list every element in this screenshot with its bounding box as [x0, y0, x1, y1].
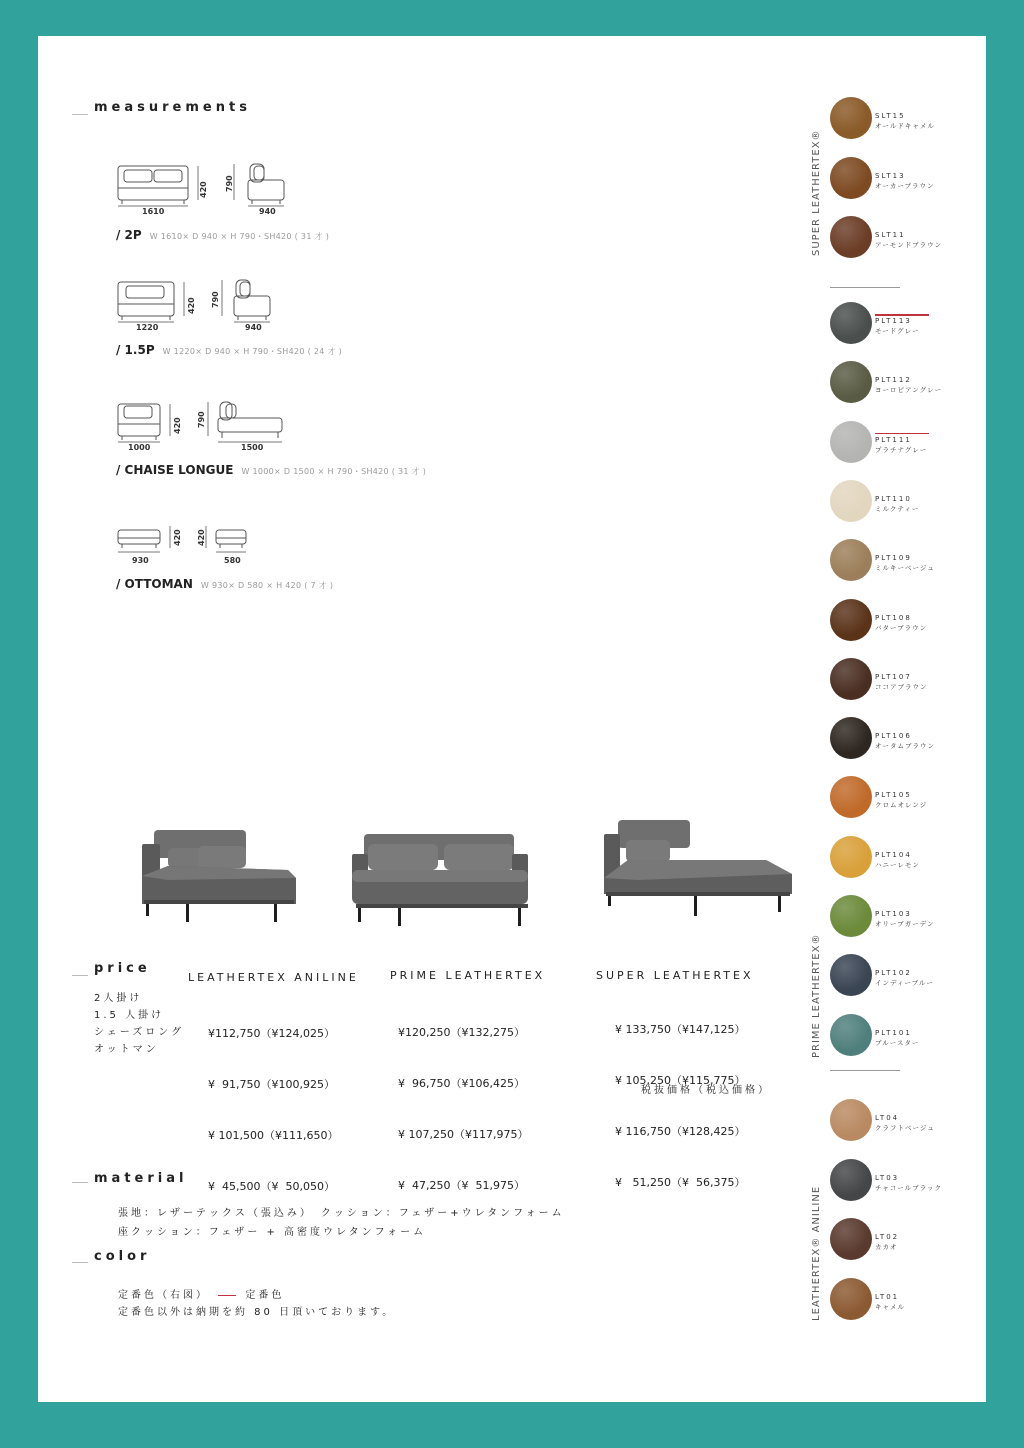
price-value: ¥ 51,250（¥ 56,375）	[615, 1176, 746, 1189]
dim-width: 1000	[128, 443, 151, 452]
section-line	[72, 114, 88, 115]
price-list-aniline	[208, 991, 338, 1229]
swatch-code: PLT113	[875, 317, 912, 325]
price-value: ¥ 45,500（¥ 50,050）	[208, 1180, 335, 1193]
group-label-prime: PRIME LEATHERTEX®	[811, 933, 822, 1058]
model-1-5p: / 1.5P W 1220× D 940 × H 790・SH420 ( 24 才 )	[116, 343, 343, 357]
swatch-color	[830, 216, 872, 258]
section-line	[72, 975, 88, 976]
swatch-name: ココアブラウン	[875, 682, 928, 691]
swatch-name: クロムオレンジ	[875, 801, 928, 810]
dim-seat-height: 420	[173, 529, 182, 546]
swatch-code: SLT11	[875, 231, 906, 239]
group-divider	[830, 1070, 900, 1071]
price-value: ¥ 133,750（¥147,125）	[615, 1023, 746, 1036]
price-note: 税抜価格（税込価格）	[641, 1085, 771, 1096]
swatch-code: PLT108	[875, 613, 912, 622]
price-value: ¥120,250（¥132,275）	[398, 1026, 525, 1039]
swatch-code: PLT104	[875, 850, 912, 859]
dim-seat-height: 420	[187, 297, 196, 314]
swatch-color	[830, 1159, 872, 1201]
price-value: ¥ 96,750（¥106,425）	[398, 1077, 525, 1090]
swatch-color	[830, 1218, 872, 1260]
dim-height: 420	[197, 529, 206, 546]
catalog-sheet	[38, 36, 986, 1402]
swatch-name: モードグレー	[875, 327, 920, 335]
swatch-color	[830, 776, 872, 818]
swatch-color	[830, 1014, 872, 1056]
swatch-plt112	[830, 361, 980, 405]
swatch-code: PLT101	[875, 1028, 912, 1037]
dim-depth: 940	[245, 323, 262, 332]
swatch-slt13	[830, 157, 980, 201]
group-label-aniline: LEATHERTEX® ANILINE	[811, 1185, 822, 1321]
section-line	[72, 1182, 88, 1183]
swatch-plt101	[830, 1014, 980, 1058]
swatch-code: PLT106	[875, 732, 912, 741]
standard-color-mark	[875, 433, 929, 435]
swatch-code: LT02	[875, 1233, 900, 1241]
dim-depth: 580	[224, 556, 241, 565]
swatch-name: カカオ	[875, 1243, 898, 1251]
swatch-plt110	[830, 480, 980, 524]
swatch-color	[830, 302, 872, 344]
swatch-color	[830, 658, 872, 700]
swatch-color	[830, 1278, 872, 1320]
row-label: 2人掛け	[94, 993, 143, 1004]
dim-width: 1610	[142, 207, 165, 216]
swatch-name: プラチナグレー	[875, 445, 928, 454]
standard-color-mark	[875, 314, 929, 316]
diagram-ottoman	[114, 520, 314, 560]
swatch-code: PLT112	[875, 376, 912, 385]
price-value: ¥ 101,500（¥111,650）	[208, 1129, 339, 1142]
swatch-color	[830, 539, 872, 581]
swatch-plt106	[830, 717, 980, 761]
color-legend-label: 定番色	[245, 1290, 285, 1301]
price-header-super: SUPER LEATHERTEX	[596, 969, 754, 982]
swatch-code: LT01	[875, 1292, 900, 1301]
swatch-plt111	[830, 421, 980, 465]
swatch-name: ハニーレモン	[875, 860, 920, 869]
swatch-plt108	[830, 599, 980, 643]
material-line-1: 張地：レザーテックス（張込み） クッション：フェザー+ウレタンフォーム	[118, 1208, 565, 1219]
swatch-code: SLT13	[875, 171, 906, 180]
swatch-slt15	[830, 97, 980, 141]
swatch-code: SLT15	[875, 112, 906, 120]
model-chaise-longue: / CHAISE LONGUE W 1000× D 1500 × H 790・SH420 ( 31 才 )	[116, 463, 427, 477]
row-label: シェーズロング	[94, 1027, 185, 1038]
swatch-code: PLT103	[875, 910, 912, 918]
swatch-name: チャコールブラック	[875, 1183, 943, 1192]
swatch-code: LT04	[875, 1114, 900, 1122]
swatch-plt102	[830, 954, 980, 998]
swatch-plt103	[830, 895, 980, 939]
row-label: 1.5 人掛け	[94, 1010, 165, 1021]
swatch-name: ヨーロピアングレー	[875, 386, 943, 395]
color-note: 定番色以外は納期を約 80 日頂いております。	[118, 1307, 396, 1318]
dim-seat-height: 420	[199, 181, 208, 198]
model-ottoman: / OTTOMAN W 930× D 580 × H 420 ( 7 才 )	[116, 577, 334, 591]
swatch-plt104	[830, 836, 980, 880]
swatch-name: クラフトベージュ	[875, 1124, 935, 1132]
swatch-lt02	[830, 1218, 980, 1262]
dim-width: 930	[132, 556, 149, 565]
dim-seat-height: 420	[173, 417, 182, 434]
swatch-color	[830, 599, 872, 641]
swatch-plt113	[830, 302, 980, 346]
swatch-code: LT03	[875, 1173, 900, 1182]
swatch-name: ブルースター	[875, 1038, 920, 1047]
swatch-lt03	[830, 1159, 980, 1203]
swatch-lt01	[830, 1278, 980, 1322]
dim-height: 790	[225, 175, 234, 192]
color-legend-mark	[218, 1295, 236, 1296]
swatch-name: キャメル	[875, 1302, 905, 1311]
swatch-color	[830, 97, 872, 139]
swatch-name: アーモンドブラウン	[875, 241, 943, 249]
dim-depth: 940	[259, 207, 276, 216]
group-label-super: SUPER LEATHERTEX®	[811, 129, 822, 256]
swatch-code: PLT109	[875, 554, 912, 563]
swatch-name: ミルクティー	[875, 504, 920, 513]
sofa-image-2p	[348, 830, 538, 930]
measurements-heading: measurements	[94, 100, 251, 115]
swatch-color	[830, 157, 872, 199]
swatch-color	[830, 480, 872, 522]
color-legend	[118, 1286, 284, 1301]
sofa-image-1-5p	[138, 826, 304, 931]
swatch-code: PLT102	[875, 969, 912, 978]
swatch-color	[830, 895, 872, 937]
swatch-code: PLT111	[875, 435, 912, 444]
price-list-super	[615, 987, 745, 1225]
dim-height: 790	[211, 291, 220, 308]
swatch-name: オリーブガーデン	[875, 920, 935, 928]
row-label: オットマン	[94, 1044, 159, 1055]
swatch-name: バターブラウン	[875, 623, 928, 632]
swatch-name: ミルキーベージュ	[875, 564, 935, 573]
swatch-color	[830, 717, 872, 759]
price-value: ¥ 116,750（¥128,425）	[615, 1125, 746, 1138]
price-list-prime	[398, 990, 528, 1228]
material-heading: material	[94, 1171, 188, 1186]
swatch-name: インディーブルー	[875, 979, 934, 988]
dim-height: 790	[197, 411, 206, 428]
color-heading: color	[94, 1249, 151, 1264]
swatch-plt107	[830, 658, 980, 702]
swatch-color	[830, 836, 872, 878]
swatch-name: オーカーブラウン	[875, 181, 935, 190]
swatch-color	[830, 1099, 872, 1141]
swatch-plt109	[830, 539, 980, 583]
model-2p: / 2P W 1610× D 940 × H 790・SH420 ( 31 才 )	[116, 228, 330, 242]
swatch-color	[830, 954, 872, 996]
price-heading: price	[94, 961, 151, 976]
price-value: ¥112,750（¥124,025）	[208, 1027, 335, 1040]
swatch-plt105	[830, 776, 980, 820]
price-value: ¥ 107,250（¥117,975）	[398, 1128, 529, 1141]
swatch-name: オータムブラウン	[875, 742, 935, 751]
section-line	[72, 1262, 88, 1263]
color-legend-text: 定番色（右図）	[118, 1290, 209, 1301]
dim-depth: 1500	[241, 443, 264, 452]
swatch-code: PLT107	[875, 672, 912, 681]
swatch-color	[830, 421, 872, 463]
price-value: ¥ 105,250（¥115,775）	[615, 1074, 746, 1087]
price-row-labels	[94, 990, 184, 1058]
swatch-code: PLT105	[875, 791, 912, 800]
group-divider	[830, 287, 900, 288]
sofa-image-chaise-longue	[598, 816, 798, 926]
material-line-2: 座クッション：フェザー + 高密度ウレタンフォーム	[118, 1227, 427, 1238]
swatch-slt11	[830, 216, 980, 260]
price-value: ¥ 47,250（¥ 51,975）	[398, 1179, 525, 1192]
swatch-lt04	[830, 1099, 980, 1143]
price-header-aniline: LEATHERTEX ANILINE	[188, 971, 359, 984]
price-header-prime: PRIME LEATHERTEX	[390, 969, 546, 982]
swatch-color	[830, 361, 872, 403]
price-value: ¥ 91,750（¥100,925）	[208, 1078, 335, 1091]
dim-width: 1220	[136, 323, 159, 332]
swatch-name: オールドキャメル	[875, 122, 935, 130]
swatch-code: PLT110	[875, 494, 912, 503]
